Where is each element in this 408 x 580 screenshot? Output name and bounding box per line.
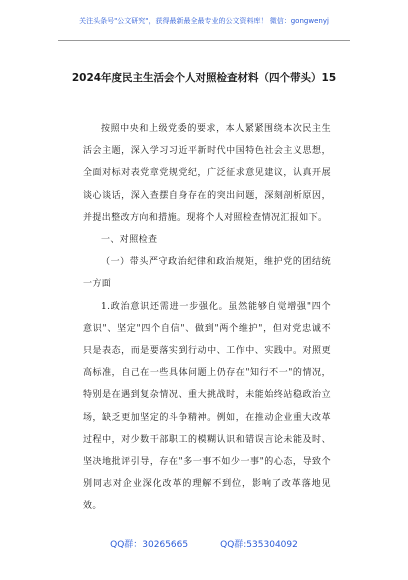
document-title: 2024年度民主生活会个人对照检查材料（四个带头）15: [71, 72, 337, 84]
intro-paragraph: 按照中央和上级党委的要求，本人紧紧围绕本次民主生活会主题，深入学习习近平新时代中国特色社会主义思想，全面对标对表党章党规党纪，广泛征求意见建议，认真开展谈心谈话，深入查摆自身存在的突出问题，深刻剖析原因，并提出整改方向和措施。现将个人对照检查情况汇报如下。: [83, 124, 331, 223]
qq-footer: [0, 537, 408, 550]
section-heading-1: 一、对照检查: [101, 235, 158, 246]
point-1-paragraph: 1.政治意识还需进一步强化。虽然能够自觉增强"四个意识"、坚定"四个自信"、做到"两个维护"，但对党忠诚不只是表态，而是要落实到行动中、工作中、实践中。对照更高标准，自己在一些具体问题上仍存在"知行不一"的情况，特别是在遇到复杂情况、重大挑战时，未能始终站稳政治立场，缺乏更加坚定的斗争精神。例如，在推动企业重大改革过程中，对少数干部职工的模糊认识和错误言论未能及时、坚决地批评引导，存在"多一事不如少一事"的心态，导致个别同志对企业深化改革的理解不到位，影响了改革落地见效。: [83, 301, 331, 512]
qq-group-1: QQ群：30265665: [110, 540, 189, 550]
promo-header: 关注头条号"公文研究"，获得最新最全最专业的公文资料库！ 微信：gongwenyj: [79, 17, 329, 25]
subsection-heading-1: （一）带头严守政治纪律和政治规矩，维护党的团结统一方面: [83, 257, 331, 290]
header-divider: [58, 40, 350, 41]
qq-group-2: QQ群:535304092: [220, 540, 298, 550]
document-body: [83, 118, 331, 518]
